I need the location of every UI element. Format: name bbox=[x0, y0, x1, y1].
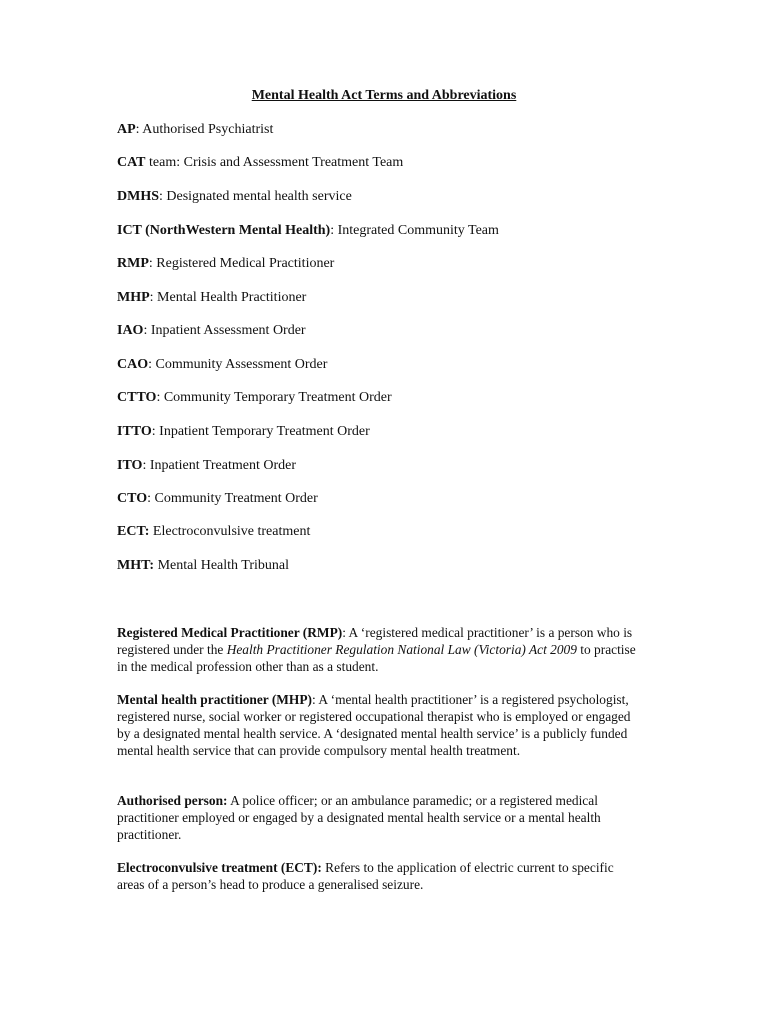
abbreviation-item-cto bbox=[117, 490, 318, 508]
abbreviation-item-itto bbox=[117, 423, 370, 441]
abbreviation-term: ECT: bbox=[117, 524, 150, 539]
definition-text: to practise in the medical profession other than as a student. bbox=[117, 642, 636, 674]
abbreviation-separator: : bbox=[148, 357, 156, 372]
abbreviation-separator: : bbox=[142, 458, 150, 473]
abbreviation-item-ect bbox=[117, 523, 310, 541]
abbreviation-separator: : bbox=[156, 390, 164, 405]
abbreviation-meaning: Designated mental health service bbox=[166, 189, 352, 204]
definition-text: : A ‘registered medical practitioner’ is a person who is registered under the bbox=[117, 625, 633, 657]
abbreviation-separator: team: bbox=[145, 155, 184, 170]
document-title: Mental Health Act Terms and Abbreviations bbox=[251, 88, 517, 103]
abbreviation-term: CAT bbox=[117, 155, 146, 170]
abbreviation-meaning: Inpatient Assessment Order bbox=[150, 323, 306, 338]
abbreviation-term: CTO bbox=[117, 491, 148, 506]
abbreviation-term: ICT (NorthWestern Mental Health) bbox=[117, 223, 331, 238]
abbreviation-item-cat bbox=[117, 154, 403, 172]
definition-authorised-person bbox=[117, 792, 637, 843]
definition-text: Refers to the application of electric current to specific areas of a person’s head to produce a generalised seizure. bbox=[117, 860, 614, 892]
abbreviation-meaning: Integrated Community Team bbox=[337, 223, 499, 238]
abbreviation-item-cao bbox=[117, 356, 327, 374]
abbreviation-term: MHT: bbox=[117, 558, 155, 573]
abbreviation-item-iao bbox=[117, 322, 306, 340]
abbreviation-term: ITTO bbox=[117, 424, 152, 439]
abbreviation-meaning: Inpatient Treatment Order bbox=[149, 458, 297, 473]
abbreviation-separator: : bbox=[330, 223, 338, 238]
abbreviation-term: CAO bbox=[117, 357, 149, 372]
abbreviation-term: CTTO bbox=[117, 390, 157, 405]
definition-term: Authorised person: bbox=[117, 793, 228, 808]
abbreviation-separator: : bbox=[143, 323, 151, 338]
definition-rmp bbox=[117, 624, 637, 675]
abbreviation-item-ict bbox=[117, 222, 499, 240]
abbreviation-item-mht bbox=[117, 557, 289, 575]
abbreviation-separator: : bbox=[147, 491, 155, 506]
abbreviation-separator: : bbox=[151, 424, 160, 439]
abbreviation-item-ito bbox=[117, 457, 296, 475]
definition-mhp bbox=[117, 691, 637, 759]
definition-act-title: Health Practitioner Regulation National Law (Victoria) Act 2009 bbox=[226, 642, 577, 657]
abbreviation-term: ITO bbox=[117, 458, 143, 473]
abbreviation-separator: : bbox=[159, 189, 167, 204]
abbreviation-separator: : bbox=[135, 122, 143, 137]
definition-ect bbox=[117, 859, 637, 893]
abbreviation-meaning: Community Temporary Treatment Order bbox=[163, 390, 392, 405]
definition-text: A police officer; or an ambulance paramedic; or a registered medical practitioner employed or engaged by a designated mental health service or a mental health practitioner. bbox=[117, 793, 601, 842]
definition-term: Registered Medical Practitioner (RMP) bbox=[117, 625, 343, 640]
definition-text: : A ‘mental health practitioner’ is a registered psychologist, registered nurse, social worker or registered occupational therapist who is employed or engaged by a designated mental health service. A ‘designated mental health service’ is a publicly funded mental health service that can provide compulsory mental health treatment. bbox=[117, 692, 631, 758]
definition-term: Mental health practitioner (MHP) bbox=[117, 692, 312, 707]
abbreviation-meaning: Authorised Psychiatrist bbox=[142, 122, 274, 137]
abbreviation-meaning: Electroconvulsive treatment bbox=[152, 524, 311, 539]
abbreviation-separator: : bbox=[148, 256, 157, 271]
abbreviation-separator: : bbox=[149, 290, 158, 305]
abbreviation-meaning: Mental Health Practitioner bbox=[157, 290, 307, 305]
abbreviation-item-dmhs bbox=[117, 188, 352, 206]
abbreviation-term: IAO bbox=[117, 323, 144, 338]
abbreviation-meaning: Community Treatment Order bbox=[154, 491, 318, 506]
abbreviation-meaning: Inpatient Temporary Treatment Order bbox=[159, 424, 370, 439]
abbreviation-term: MHP bbox=[117, 290, 150, 305]
abbreviation-term: RMP bbox=[117, 256, 149, 271]
abbreviation-term: DMHS bbox=[117, 189, 159, 204]
abbreviation-item-mhp bbox=[117, 289, 306, 307]
abbreviation-meaning: Registered Medical Practitioner bbox=[156, 256, 335, 271]
abbreviation-item-ap bbox=[117, 121, 273, 139]
abbreviation-meaning: Community Assessment Order bbox=[155, 357, 328, 372]
abbreviation-meaning: Crisis and Assessment Treatment Team bbox=[183, 155, 404, 170]
abbreviation-item-rmp bbox=[117, 255, 334, 273]
abbreviation-term: AP bbox=[117, 122, 136, 137]
abbreviation-meaning: Mental Health Tribunal bbox=[157, 558, 290, 573]
definition-term: Electroconvulsive treatment (ECT): bbox=[117, 860, 322, 875]
abbreviation-item-ctto bbox=[117, 389, 392, 407]
